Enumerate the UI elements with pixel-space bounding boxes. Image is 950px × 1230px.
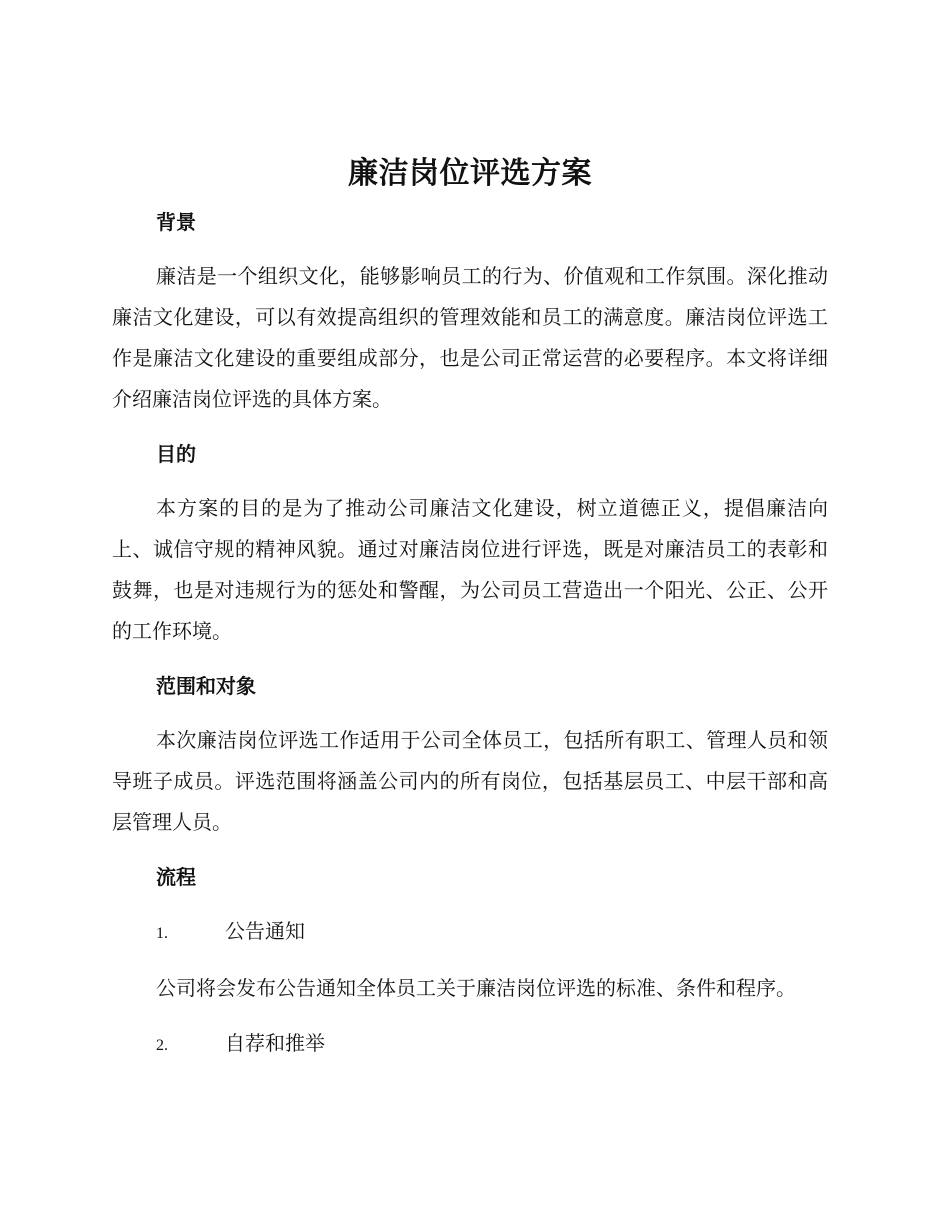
- process-step-number: 2.: [156, 1037, 168, 1054]
- section-heading-process: 流程: [156, 865, 196, 889]
- process-step-1: [112, 911, 828, 954]
- section-heading-purpose: 目的: [156, 442, 196, 466]
- process-step-number: 1.: [156, 925, 168, 942]
- section-heading-background: 背景: [156, 210, 196, 234]
- section-heading-scope: 范围和对象: [156, 674, 256, 698]
- process-step-label: 公告通知: [225, 919, 305, 943]
- section-paragraph-background: 廉洁是一个组织文化，能够影响员工的行为、价值观和工作氛围。深化推动廉洁文化建设，可以有效提高组织的管理效能和员工的满意度。廉洁岗位评选工作是廉洁文化建设的重要组成部分，也是公司正常运营的必要程序。本文将详细介绍廉洁岗位评选的具体方案。: [112, 264, 828, 411]
- document-title: 廉洁岗位评选方案: [348, 156, 592, 191]
- process-step-paragraph: 公司将会发布公告通知全体员工关于廉洁岗位评选的标准、条件和程序。: [156, 976, 796, 1000]
- process-step-label: 自荐和推举: [225, 1031, 325, 1055]
- process-step-2: [112, 1023, 828, 1066]
- section-paragraph-purpose: 本方案的目的是为了推动公司廉洁文化建设，树立道德正义，提倡廉洁向上、诚信守规的精神风貌。通过对廉洁岗位进行评选，既是对廉洁员工的表彰和鼓舞，也是对违规行为的惩处和警醒，为公司员工营造出一个阳光、公正、公开的工作环境。: [112, 496, 828, 643]
- document-body: [112, 146, 828, 1080]
- section-paragraph-scope: 本次廉洁岗位评选工作适用于公司全体员工，包括所有职工、管理人员和领导班子成员。评选范围将涵盖公司内的所有岗位，包括基层员工、中层干部和高层管理人员。: [112, 728, 828, 834]
